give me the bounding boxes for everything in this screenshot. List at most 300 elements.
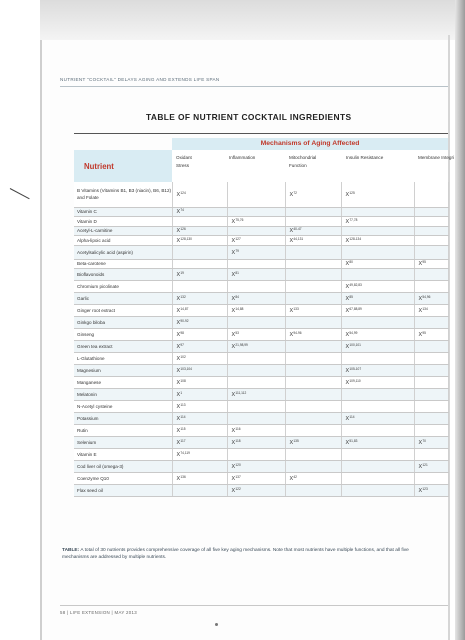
mechanism-cell [227,341,285,353]
mechanism-marker [232,476,241,482]
table-row [74,353,448,365]
table-row [74,485,448,497]
reference-numbers: 70 [422,439,426,443]
marker-x: X [345,380,350,386]
nutrient-name: Acetylsalicylic acid (aspirin) [74,245,172,259]
page-folio: 58 | LIFE EXTENSION | MAY 2013 [60,610,138,615]
mechanism-marker [346,308,362,314]
mechanism-cell [285,449,341,461]
marker-x: X [345,237,350,244]
marker-x: X [231,440,236,446]
mechanism-cell [341,182,414,207]
column-header-line: Mitochondrial [289,155,317,160]
nutrient-name: Flax seed oil [74,485,172,497]
mechanism-cell [172,449,227,461]
reference-numbers: 114 [180,415,186,419]
marker-x: X [289,476,294,482]
mechanism-cell [341,305,414,317]
reference-numbers: 122 [235,487,241,491]
mechanism-cell [341,449,414,461]
mechanism-marker [232,332,239,338]
table-row [74,329,448,341]
mechanism-marker [346,192,355,198]
mechanism-marker [419,296,431,302]
reference-numbers: 84 [235,295,239,299]
reference-numbers: 80 [349,260,353,265]
mechanism-cell [414,226,448,236]
mechanism-marker [419,440,426,446]
mechanism-cell [414,182,448,207]
table-row [74,389,448,401]
mechanism-cell [285,236,341,246]
reference-numbers: 74,119 [180,451,190,455]
mechanism-cell [227,377,285,389]
mechanism-marker [290,192,297,198]
nutrient-name: Bioflavonoids [74,269,172,281]
reference-numbers: 54,96 [422,295,431,299]
mechanism-cell [285,217,341,227]
nutrient-name: N-Acetyl cysteine [74,401,172,413]
mechanism-cell [172,207,227,217]
nutrient-name: Melatonin [74,389,172,401]
mechanism-cell [227,317,285,329]
marker-x: X [231,476,236,482]
scan-right-shadow [455,0,465,640]
table-row [74,259,448,269]
mechanism-cell [341,437,414,449]
mechanism-cell [285,461,341,473]
mechanism-marker [177,228,186,234]
mechanisms-header: Mechanisms of Aging Affected [172,138,448,150]
table-row [74,182,448,207]
table-row [74,341,448,353]
mechanism-marker [232,344,248,350]
table-row [74,473,448,485]
reference-numbers: 121 [422,463,428,467]
mechanism-cell [341,425,414,437]
reference-numbers: 14,88 [235,307,244,311]
mechanism-cell [285,317,341,329]
mechanism-cell [227,449,285,461]
marker-x: X [176,344,181,350]
marker-x: X [289,228,294,235]
table-title: TABLE OF NUTRIENT COCKTAIL INGREDIENTS [146,112,352,122]
reference-numbers: 100,101 [349,343,361,347]
mechanism-marker [177,452,190,458]
table-row [74,425,448,437]
reference-numbers: 125 [349,190,355,195]
mechanism-cell [172,341,227,353]
table-row [74,413,448,425]
table-row [74,317,448,329]
nutrient-name: Magnesium [74,365,172,377]
column-header-insulin-resistance [346,154,383,162]
reference-numbers: 123 [422,487,428,491]
marker-x: X [289,440,294,446]
mechanism-cell [172,236,227,246]
table-row [74,449,448,461]
marker-x: X [231,344,236,350]
table-caption [62,547,422,562]
mechanism-cell [172,389,227,401]
reference-numbers: 94-96 [293,331,302,335]
table-row [74,226,448,236]
mechanism-cell [227,236,285,246]
mechanism-cell [341,485,414,497]
reference-numbers: 19 [180,271,184,275]
mechanism-cell [227,182,285,207]
mechanism-cell [172,217,227,227]
marker-x: X [418,464,423,470]
mechanism-cell [341,329,414,341]
mechanism-cell [285,485,341,497]
mechanism-cell [414,207,448,217]
marker-x: X [176,416,181,422]
mechanism-cell [172,401,227,413]
mechanism-cell [285,365,341,377]
mechanism-marker [232,440,241,446]
mechanism-marker [177,404,186,410]
reference-numbers: 95 [422,331,426,335]
nutrient-name: L-Glutathione [74,353,172,365]
mechanism-cell [341,269,414,281]
mechanism-marker [290,440,299,446]
mechanism-cell [172,305,227,317]
mechanism-cell [227,437,285,449]
mechanism-cell [414,353,448,365]
mechanism-cell [227,293,285,305]
mechanism-cell [414,413,448,425]
mechanism-cell [414,217,448,227]
mechanism-cell [341,365,414,377]
reference-numbers: 128,130 [180,236,192,241]
mechanism-marker [346,332,358,338]
mechanism-cell [285,377,341,389]
mechanism-cell [227,269,285,281]
mechanism-cell [227,207,285,217]
reference-numbers: 117 [180,439,186,443]
marker-x: X [345,296,350,302]
mechanism-marker [346,440,358,446]
marker-x: X [176,380,181,386]
mechanism-cell [285,281,341,293]
marker-x: X [176,320,181,326]
marker-x: X [176,209,181,216]
mechanism-cell [414,236,448,246]
mechanism-cell [285,473,341,485]
mechanism-cell [172,245,227,259]
marker-x: X [289,332,294,338]
column-header-line: Insulin Resistance [346,155,384,160]
mechanism-cell [285,437,341,449]
table-row [74,245,448,259]
nutrient-name: Selenium [74,437,172,449]
nutrient-name: Ginseng [74,329,172,341]
mechanism-marker [177,380,186,386]
marker-x: X [176,368,181,374]
column-header-line: Inflammation [229,155,256,160]
mechanism-cell [285,353,341,365]
mechanism-marker [290,228,302,234]
mechanism-cell [172,437,227,449]
mechanism-cell [414,425,448,437]
mechanism-marker [346,368,362,374]
mechanism-cell [414,389,448,401]
reference-numbers: 74 [180,208,184,213]
mechanism-cell [414,281,448,293]
marker-x: X [418,296,423,302]
nutrient-name: Rutin [74,425,172,437]
nutrient-name: Green tea extract [74,341,172,353]
table-row [74,293,448,305]
marker-x: X [289,191,294,198]
mechanism-marker [290,238,304,244]
reference-numbers: 113 [180,403,186,407]
mechanism-marker [232,272,239,278]
mechanism-cell [341,293,414,305]
marker-x: X [176,237,181,244]
marker-x: X [231,237,236,244]
mechanism-marker [177,368,192,374]
nutrient-name: Ginkgo biloba [74,317,172,329]
reference-numbers: 21,98,99 [235,343,248,347]
mechanism-cell [341,236,414,246]
mechanism-cell [227,401,285,413]
mechanism-cell [341,341,414,353]
mechanism-marker [232,464,241,470]
marker-x: X [345,284,350,290]
reference-numbers: 85 [349,295,353,299]
mechanism-marker [232,428,241,434]
reference-numbers: 40-47 [293,227,302,232]
marker-x: X [345,332,350,338]
mechanism-marker [177,209,184,215]
nutrient-name: Coenzyme Q10 [74,473,172,485]
nutrient-name: Garlic [74,293,172,305]
marker-x: X [231,464,236,470]
reference-numbers: 135 [293,439,299,443]
mechanism-cell [172,461,227,473]
mechanism-marker [346,219,358,225]
marker-x: X [231,332,236,338]
table-row [74,281,448,293]
mechanism-cell [227,473,285,485]
table-row [74,461,448,473]
nutrient-name: Ginger root extract [74,305,172,317]
mechanism-cell [285,329,341,341]
mechanism-cell [414,245,448,259]
mechanism-marker [177,428,186,434]
marker-x: X [231,428,236,434]
mechanism-marker [346,238,362,244]
marker-x: X [345,416,350,422]
reference-numbers: 51,83 [349,439,358,443]
mechanism-cell [172,473,227,485]
mechanism-marker [177,440,186,446]
column-header-line: Membrane Integri [418,155,455,160]
marker-x: X [176,191,181,198]
mechanism-cell [341,207,414,217]
mechanism-marker [419,261,426,267]
marker-x: X [418,332,423,338]
mechanism-marker [232,308,244,314]
reference-numbers: 127 [235,236,241,241]
marker-x: X [176,308,181,314]
marker-x: X [231,296,236,302]
mechanism-cell [341,401,414,413]
mechanism-cell [227,329,285,341]
reference-numbers: 136 [180,475,186,479]
mechanism-marker [177,192,186,198]
reference-numbers: 109,110 [349,379,361,383]
reference-numbers: 79 [235,248,239,253]
mechanism-cell [227,305,285,317]
marker-x: X [176,332,181,338]
mechanism-cell [414,317,448,329]
mechanism-cell [227,281,285,293]
mechanism-cell [227,413,285,425]
marker-x: X [418,488,423,494]
mechanism-cell [414,437,448,449]
mechanism-cell [172,365,227,377]
mechanism-marker [419,464,428,470]
mechanism-marker [290,308,299,314]
mechanism-marker [177,356,186,362]
mechanism-marker [232,392,247,398]
mechanism-cell [414,293,448,305]
table-row [74,269,448,281]
mechanism-marker [177,320,189,326]
mechanism-cell [341,413,414,425]
mechanism-cell [414,259,448,269]
nutrient-name: B Vitamins (Vitamins B1, B3 (niacin), B6, B12) and Folate [74,182,172,207]
mechanism-marker [177,272,184,278]
mechanism-marker [177,296,186,302]
mechanism-cell [227,259,285,269]
reference-numbers: 1 [180,391,183,395]
mechanism-marker [419,488,428,494]
marker-x: X [418,308,423,314]
mechanism-cell [341,473,414,485]
reference-numbers: 14,87 [180,307,189,311]
marker-x: X [231,308,236,314]
mechanism-cell [414,401,448,413]
mechanism-cell [172,413,227,425]
column-header-line: Oxidant [176,155,192,160]
nutrient-name: Acetyl-L-carnitine [74,226,172,236]
mechanism-marker [232,219,244,225]
reference-numbers: 44,131 [293,236,304,241]
column-header-mitochondrial-function [289,154,316,170]
table-row [74,437,448,449]
reference-numbers: 81 [235,271,239,275]
mechanism-cell [172,353,227,365]
mechanism-cell [172,377,227,389]
mechanism-cell [414,329,448,341]
marker-x: X [176,476,181,482]
reference-numbers: 98 [180,331,184,335]
marker-x: X [345,344,350,350]
mechanism-cell [172,293,227,305]
column-header-inflammation [229,154,255,162]
mechanism-marker [346,344,361,350]
mechanism-cell [285,425,341,437]
marker-x: X [176,228,181,235]
mechanism-cell [285,413,341,425]
mechanism-cell [341,281,414,293]
mechanism-cell [341,245,414,259]
mechanism-marker [346,296,353,302]
nutrient-name: Vitamin C [74,207,172,217]
marker-x: X [345,261,350,268]
mechanism-marker [232,250,239,256]
mechanism-cell [341,217,414,227]
mechanism-cell [227,353,285,365]
mechanism-cell [227,425,285,437]
reference-numbers: 53 [235,331,239,335]
nutrient-name: Potassium [74,413,172,425]
mechanism-marker [346,380,361,386]
reference-numbers: 118 [235,439,241,443]
mechanism-marker [290,332,302,338]
page-left-edge [40,40,42,640]
mechanism-cell [172,226,227,236]
mechanism-cell [172,485,227,497]
reference-numbers: 126 [180,227,186,232]
marker-x: X [345,440,350,446]
reference-numbers: 115 [180,427,186,431]
marker-x: X [231,488,236,494]
mechanism-cell [414,341,448,353]
mechanism-cell [285,341,341,353]
marker-x: X [176,392,181,398]
mechanism-cell [341,461,414,473]
running-head: NUTRIENT "COCKTAIL" DELAYS AGING AND EXTENDS LIFE SPAN [60,77,220,82]
mechanism-cell [414,449,448,461]
mechanism-cell [285,182,341,207]
column-header-membrane-integrity [418,154,454,162]
mechanism-cell [414,365,448,377]
reference-numbers: 102 [180,355,186,359]
reference-numbers: 114 [349,415,355,419]
marker-x: X [345,368,350,374]
reference-numbers: 49,82,83 [349,283,362,287]
mechanism-cell [227,217,285,227]
nutrient-column-header [74,150,172,182]
mechanism-cell [341,353,414,365]
table-row [74,401,448,413]
reference-numbers: 134 [422,307,428,311]
nutrient-name: Alpha-lipoic acid [74,236,172,246]
marker-x: X [231,392,236,398]
mechanism-marker [346,284,362,290]
mechanism-cell [285,245,341,259]
mechanism-cell [227,461,285,473]
marker-x: X [176,440,181,446]
marker-x: X [176,356,181,362]
table-row [74,217,448,227]
mechanism-cell [172,329,227,341]
nutrient-name: Cod liver oil (omega-3) [74,461,172,473]
nutrient-table [74,182,449,497]
marker-x: X [289,237,294,244]
mechanism-cell [227,389,285,401]
nutrient-name: Chromium picolinate [74,281,172,293]
reference-numbers: 67,88,89 [349,307,362,311]
mechanism-cell [172,182,227,207]
mechanism-cell [414,473,448,485]
mechanism-marker [177,476,186,482]
